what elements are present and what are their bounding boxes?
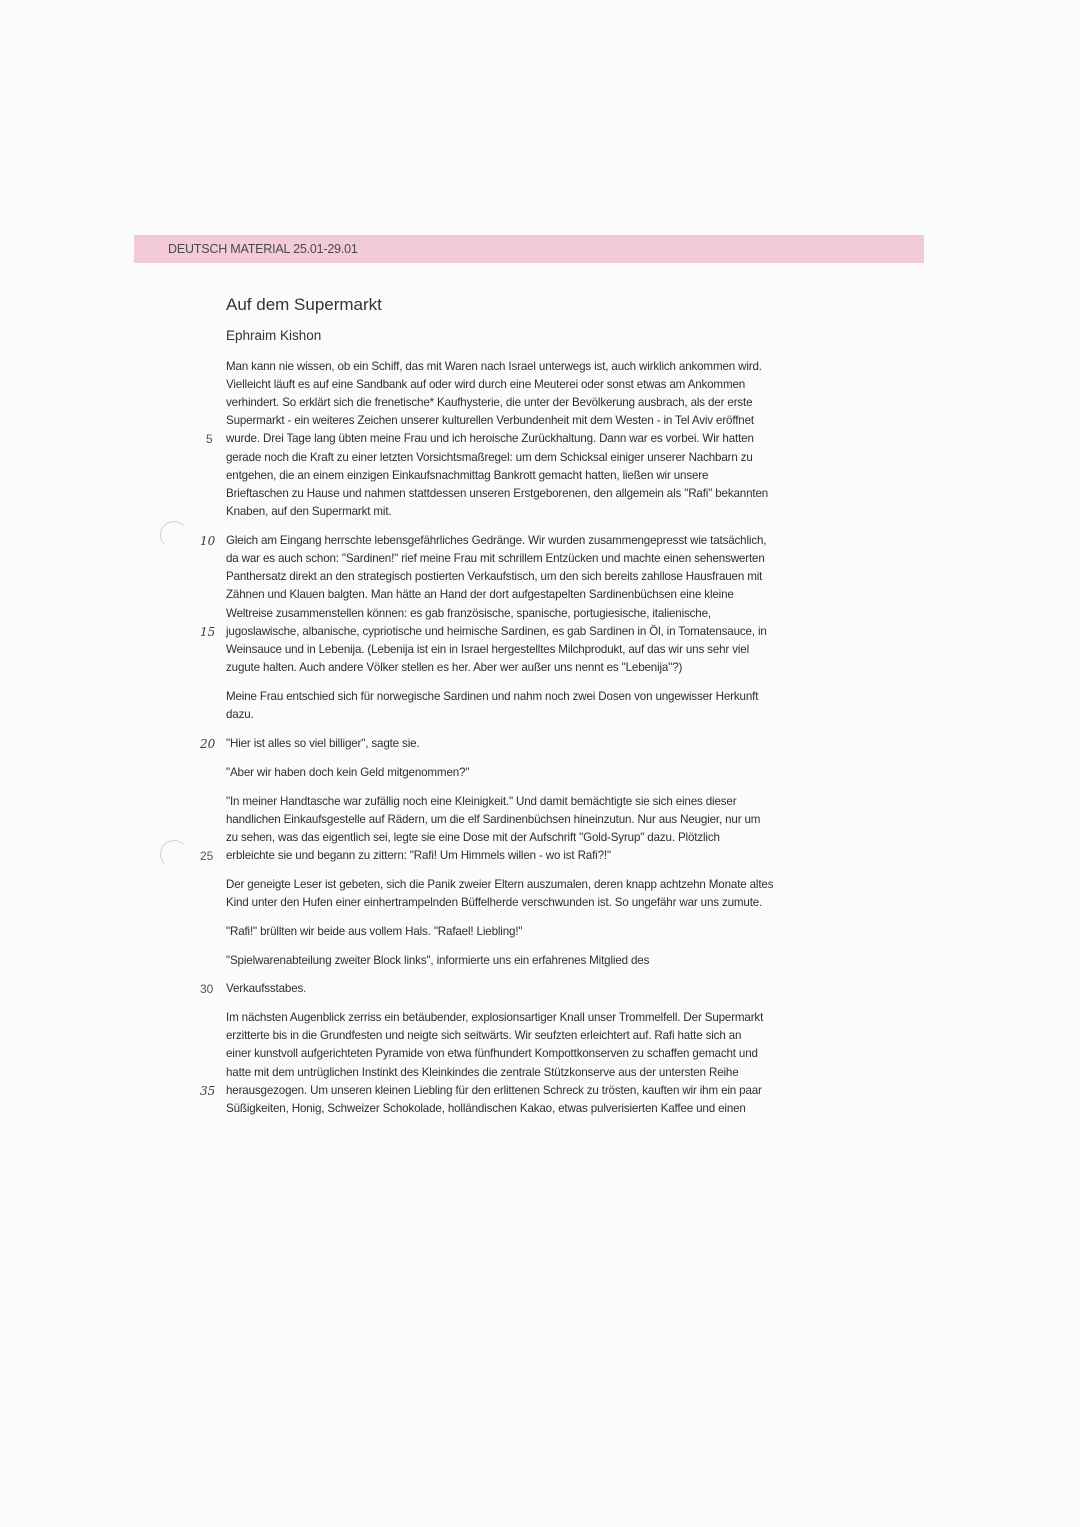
text-line: da war es auch schon: "Sardinen!" rief meine Frau mit schrillem Entzücken und machte einen sehenswerten (226, 552, 765, 565)
hole-punch-mark (160, 521, 188, 549)
text-line: Verkaufsstabes. (226, 982, 307, 995)
text-line: Im nächsten Augenblick zerriss ein betäubender, explosionsartiger Knall unser Trommelfell. Der Supermarkt (226, 1011, 764, 1024)
text-line: zu sehen, was das eigentlich sei, legte sie eine Dose mit der Aufschrift "Gold-Syrup" dazu. Plötzlich (226, 831, 720, 844)
text-line: dazu. (226, 708, 254, 721)
text-line: verhindert. So erklärt sich die frenetische* Kaufhysterie, die unter der Bevölkerung ausbrach, als der erste (226, 396, 753, 409)
header-title: DEUTSCH MATERIAL 25.01-29.01 (168, 242, 358, 256)
line-number: 30 (200, 982, 214, 996)
text-line: Der geneigte Leser ist gebeten, sich die Panik zweier Eltern auszumalen, deren knapp achtzehn Monate altes (226, 878, 774, 891)
text-line: gerade noch die Kraft zu einer letzten Vorsichtsmaßregel: um dem Schicksal einiger unserer Nachbarn zu (226, 451, 753, 464)
text-line: erzitterte bis in die Grundfesten und neigte sich seitwärts. Wir seufzten erleichtert auf. Rafi hatte sich an (226, 1029, 742, 1042)
text-line: Süßigkeiten, Honig, Schweizer Schokolade, holländischen Kakao, etwas pulverisierten Kaffee und einen (226, 1102, 746, 1115)
hole-punch-mark (160, 840, 188, 868)
text-line: jugoslawische, albanische, cypriotische und heimische Sardinen, es gab Sardinen in Öl, in Tomatensauce, in (226, 625, 767, 638)
text-line: Weltreise zusammenstellen können: es gab französische, spanische, portugiesische, italienische, (226, 607, 711, 620)
text-line: einer kunstvoll aufgerichteten Pyramide von etwa fünfhundert Kompottkonserven zu schaffen gemacht und (226, 1047, 758, 1060)
text-line: Supermarkt - ein weiteres Zeichen unserer kulturellen Verbundenheit mit dem Westen - in Tel Aviv eröffnet (226, 414, 754, 427)
article-title: Auf dem Supermarkt (226, 295, 382, 314)
text-line: Meine Frau entschied sich für norwegische Sardinen und nahm noch zwei Dosen von ungewisser Herkunft (226, 690, 759, 703)
text-line: "Spielwarenabteilung zweiter Block links", informierte uns ein erfahrenes Mitglied des (226, 954, 650, 967)
text-line: Panthersatz direkt an den strategisch postierten Verkaufstisch, um den sich bereits zahllose Hausfrauen mit (226, 570, 763, 583)
text-line: handlichen Einkaufsgestelle auf Rädern, um die elf Sardinenbüchsen hineinzutun. Nur aus Neugier, nur um (226, 813, 761, 826)
line-number: 25 (200, 849, 214, 863)
line-number: 20 (200, 737, 216, 751)
text-line: Knaben, auf den Supermarkt mit. (226, 505, 392, 518)
text-line: "Rafi!" brüllten wir beide aus vollem Hals. "Rafael! Liebling!" (226, 925, 523, 938)
text-line: erbleichte sie und begann zu zittern: "Rafi! Um Himmels willen - wo ist Rafi?!" (226, 849, 611, 862)
text-line: Gleich am Eingang herrschte lebensgefährliches Gedränge. Wir wurden zusammengepresst wie tatsächlich, (226, 534, 767, 547)
line-number: 35 (200, 1084, 216, 1098)
text-line: "Hier ist alles so viel billiger", sagte sie. (226, 737, 420, 750)
text-line: Brieftaschen zu Hause und nahmen stattdessen unseren Erstgeborenen, den allgemein als "Rafi" bekannten (226, 487, 769, 500)
text-line: Weinsauce und in Lebenija. (Lebenija ist ein in Israel hergestelltes Milchprodukt, auf das wir uns sehr viel (226, 643, 749, 656)
text-line: Zähnen und Klauen balgten. Man hätte an Hand der dort aufgestapelten Sardinenbüchsen eine kleine (226, 588, 734, 601)
line-number: 5 (206, 432, 213, 446)
text-line: entgehen, die an einem einzigen Einkaufsnachmittag Bankrott gemacht hatten, ließen wir unsere (226, 469, 709, 482)
text-line: hatte mit dem untrüglichen Instinkt des Kleinkindes die zentrale Stützkonserve aus der untersten Reihe (226, 1066, 739, 1079)
text-line: Man kann nie wissen, ob ein Schiff, das mit Waren nach Israel unterwegs ist, auch wirklich ankommen wird. (226, 360, 762, 373)
text-line: wurde. Drei Tage lang übten meine Frau und ich heroische Zurückhaltung. Dann war es vorbei. Wir hatten (226, 432, 754, 445)
text-line: "Aber wir haben doch kein Geld mitgenommen?" (226, 766, 470, 779)
line-number: 10 (200, 534, 216, 548)
text-line: Kind unter den Hufen einer einhertrampelnden Büffelherde verschwunden ist. So ungefähr war uns zumute. (226, 896, 763, 909)
article-author: Ephraim Kishon (226, 328, 322, 343)
text-line: "In meiner Handtasche war zufällig noch eine Kleinigkeit." Und damit bemächtigte sie sich eines dieser (226, 795, 737, 808)
text-line: Vielleicht läuft es auf eine Sandbank auf oder wird durch eine Meuterei oder sonst etwas am Ankommen (226, 378, 746, 391)
text-line: herausgezogen. Um unseren kleinen Liebling für den erlittenen Schreck zu trösten, kauften wir ihm ein paar (226, 1084, 762, 1097)
line-number: 15 (200, 625, 216, 639)
text-line: zugute halten. Auch andere Völker stellen es her. Aber wer außer uns nennt es "Lebenija"?) (226, 661, 683, 674)
